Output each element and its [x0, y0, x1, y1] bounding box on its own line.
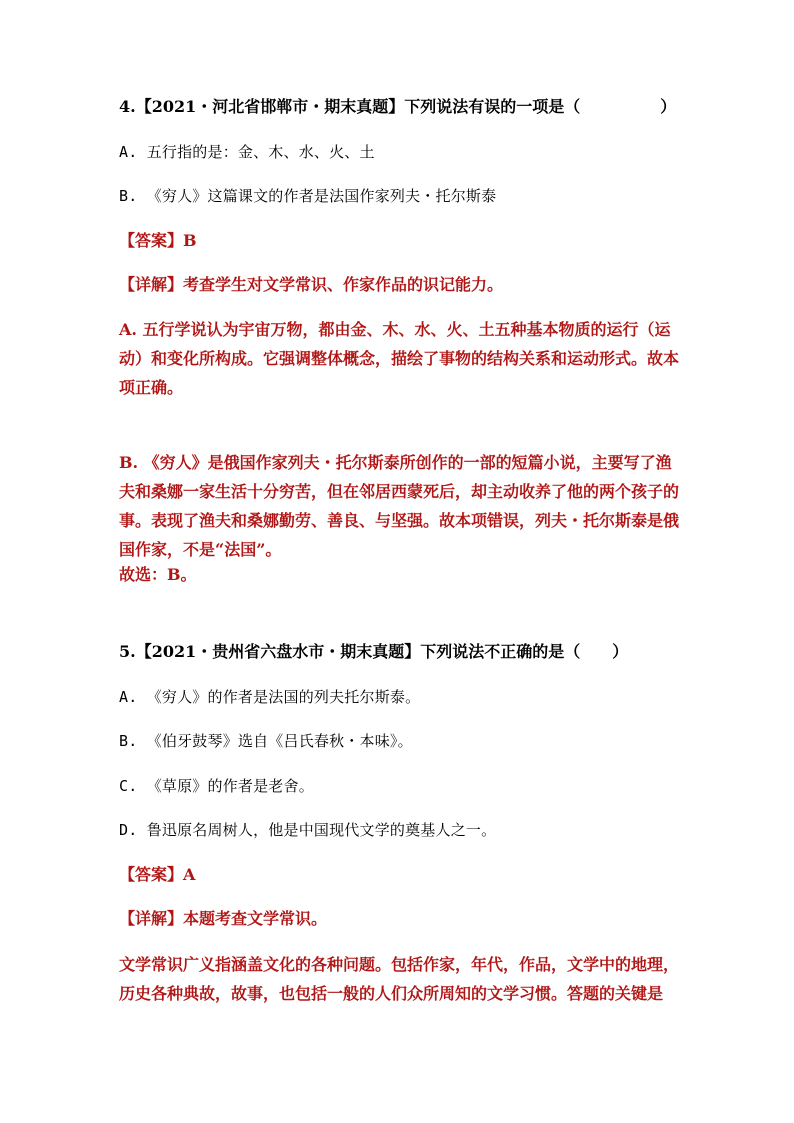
- question-4-choice: 故选：B。: [119, 565, 197, 584]
- question-5-option-d: D. 鲁迅原名周树人，他是中国现代文学的奠基人之一。: [119, 821, 497, 839]
- question-4-option-a: A. 五行指的是：金、木、水、火、土: [119, 143, 375, 161]
- question-4-explain-a: A. 五行学说认为宇宙万物，都由金、木、水、火、土五种基本物质的运行（运动）和变化所构成。它强调整体概念，描绘了事物的结构关系和运动形式。故本项正确。: [119, 320, 680, 397]
- question-4-option-b: B. 《穷人》这篇课文的作者是法国作家列夫・托尔斯泰: [119, 187, 497, 205]
- question-4-explain-b: B. 《穷人》是俄国作家列夫・托尔斯泰所创作的一部的短篇小说，主要写了渔夫和桑娜一家生活十分穷苦，但在邻居西蒙死后，却主动收养了他的两个孩子的事。表现了渔夫和桑娜勤劳、善良、与坚强。故本项错误，列夫・托尔斯泰是俄国作家，不是“法国”。: [119, 453, 680, 559]
- question-5-explain: 文学常识广义指涵盖文化的各种问题。包括作家，年代，作品，文学中的地理，历史各种典故，故事，也包括一般的人们众所周知的文学习惯。答题的关键是: [119, 955, 680, 1003]
- question-4-stem: 4.【2021・河北省邯郸市・期末真题】下列说法有误的一项是（ ）: [119, 97, 677, 116]
- question-5-answer: 【答案】A: [119, 865, 196, 884]
- question-5-stem: 5.【2021・贵州省六盘水市・期末真题】下列说法不正确的是（ ）: [119, 642, 629, 661]
- question-5-option-a: A. 《穷人》的作者是法国的列夫托尔斯泰。: [119, 688, 421, 706]
- question-5-option-b: B. 《伯牙鼓琴》选自《吕氏春秋・本味》。: [119, 732, 413, 750]
- question-4-detail: 【详解】考查学生对文学常识、作家作品的识记能力。: [119, 275, 504, 294]
- question-5-option-c: C. 《草原》的作者是老舍。: [119, 777, 314, 795]
- question-5-detail: 【详解】本题考查文学常识。: [119, 909, 328, 928]
- question-4-answer: 【答案】B: [119, 231, 197, 250]
